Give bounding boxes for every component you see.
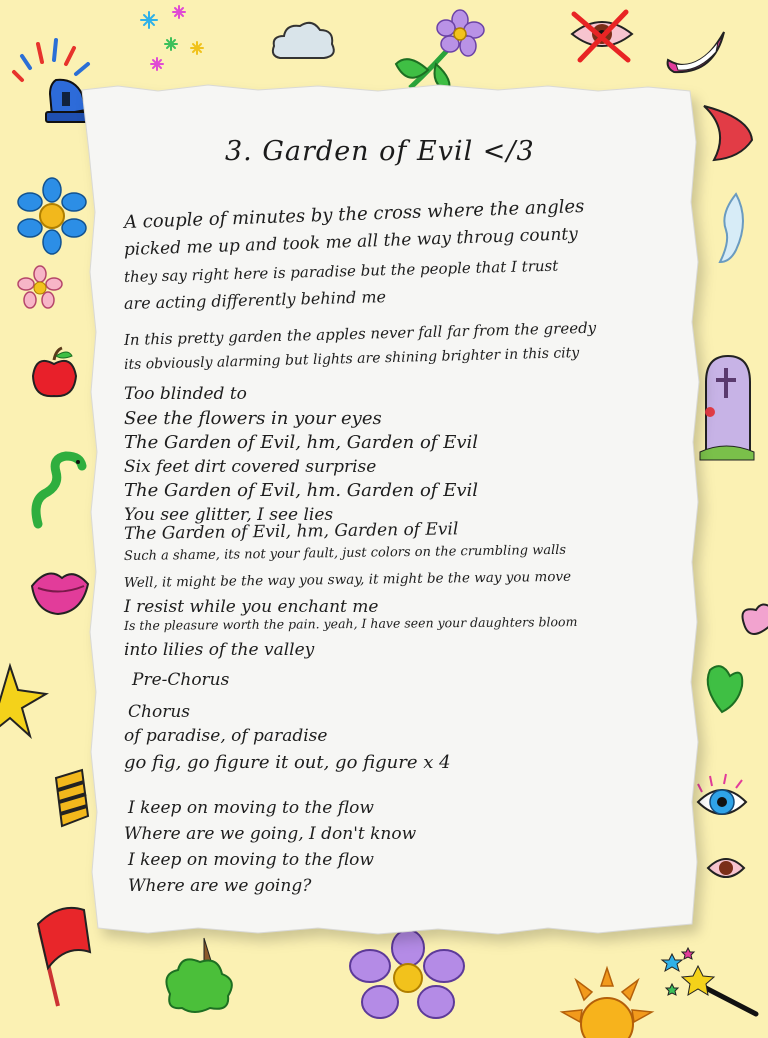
lyric-line: Six feet dirt covered surprise (124, 457, 377, 477)
lyric-line: into lilies of the valley (124, 640, 315, 660)
pre-chorus-label: Pre-Chorus (132, 670, 230, 690)
lyric-line: I keep on moving to the flow (128, 850, 374, 870)
sun-icon (562, 968, 652, 1038)
grin-mouth-icon (664, 26, 730, 82)
violet-flower-icon (348, 932, 468, 1024)
lyric-line: A couple of minutes by the cross where the angles (123, 195, 585, 233)
wing-icon (706, 190, 756, 270)
wand-icon (658, 944, 762, 1020)
small-eye-icon (704, 848, 748, 888)
lyric-line: go fig, go figure it out, go figure x 4 (124, 752, 451, 773)
lyric-line: I resist while you enchant me (124, 597, 379, 617)
heart-icon (736, 600, 768, 646)
lyric-line: they say right here is paradise but the people that I trust (123, 256, 559, 286)
crossed-eye-icon (566, 6, 638, 66)
lyric-line: See the flowers in your eyes (124, 408, 382, 429)
sparkles-icon (135, 2, 215, 82)
lyric-line: of paradise, of paradise (124, 726, 328, 746)
pink-flower-icon (18, 266, 62, 310)
lyric-line: its obviously alarming but lights are shining brighter in this city (123, 345, 580, 373)
star-icon (0, 664, 60, 740)
lyric-line: Such a shame, its not your fault, just colors on the crumbling walls (123, 542, 567, 564)
lyric-line: Is the pleasure worth the pain. yeah, I have seen your daughters bloom (123, 614, 578, 633)
lyric-line: The Garden of Evil, hm. Garden of Evil (124, 480, 479, 501)
cloud-icon (268, 16, 338, 66)
tree-icon (160, 934, 240, 1014)
lyric-line: Well, it might be the way you sway, it might be the way you move (123, 568, 572, 591)
lyric-line: I keep on moving to the flow (128, 798, 374, 818)
lyric-line: In this pretty garden the apples never fall far from the greedy (123, 318, 597, 349)
lyric-line: are acting differently behind me (123, 287, 387, 313)
lyric-line: Too blinded to (124, 384, 247, 404)
lyric-line: Where are we going? (128, 876, 312, 896)
lyric-line: You see glitter, I see lies (124, 505, 334, 525)
lyric-line: picked me up and took me all the way throug county (123, 224, 579, 260)
page-title: 3. Garden of Evil </3 (225, 136, 535, 167)
red-lips-icon (700, 100, 760, 170)
lyric-line: The Garden of Evil, hm, Garden of Evil (123, 519, 459, 544)
green-leaf-icon (700, 658, 744, 714)
lyric-line: The Garden of Evil, hm, Garden of Evil (124, 432, 479, 453)
apple-icon (30, 346, 80, 402)
lyric-line: Where are we going, I don't know (124, 824, 417, 844)
chorus-label: Chorus (128, 702, 190, 722)
